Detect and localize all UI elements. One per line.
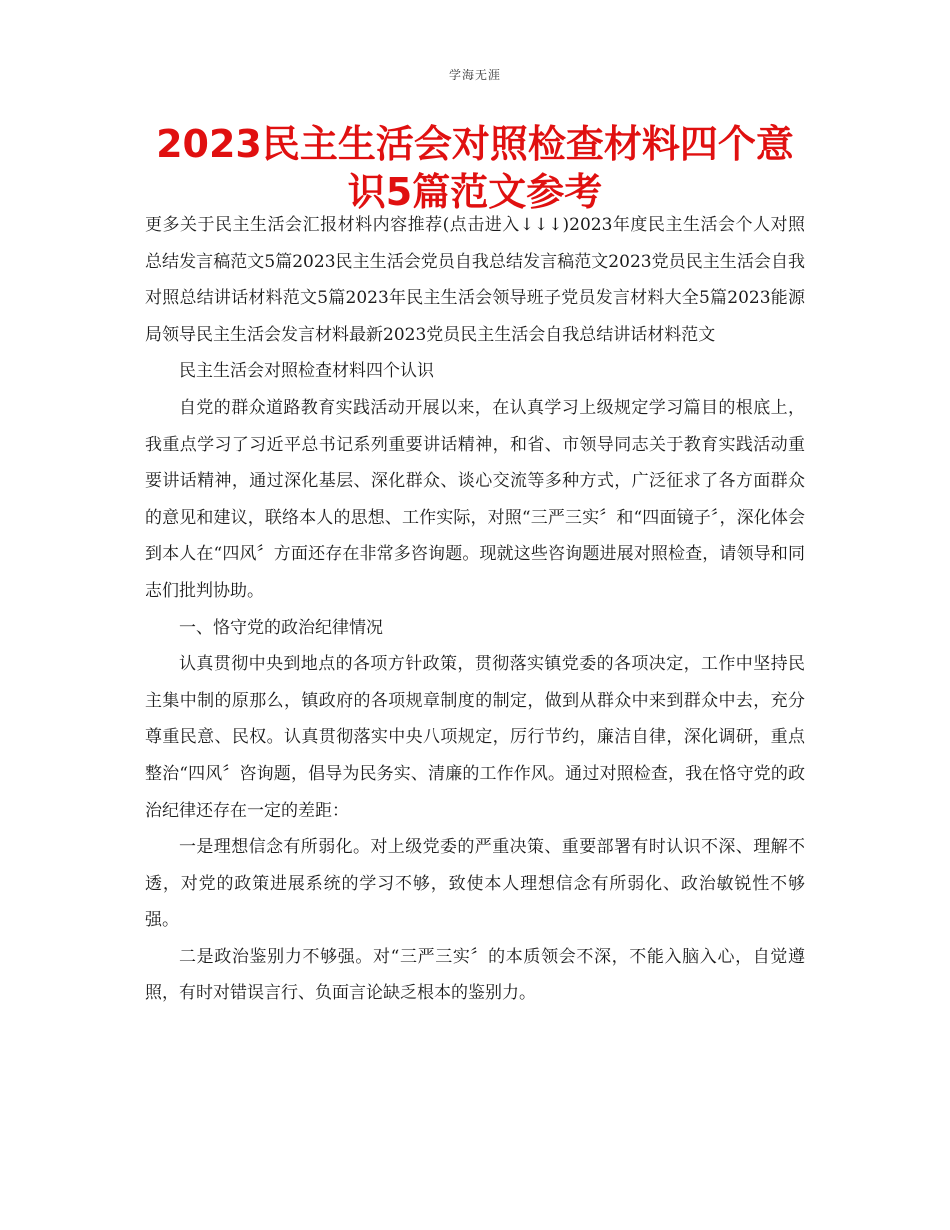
paragraph-point-one: 一是理想信念有所弱化。对上级党委的严重决策、重要部署有时认识不深、理解不透，对党的政策进展系统的学习不够，致使本人理想信念有所弱化、政治敏锐性不够强。 [145, 837, 805, 931]
paragraph-implementation: 认真贯彻中央到地点的各项方针政策，贯彻落实镇党委的各项决定，工作中坚持民主集中制的原那么，镇政府的各项规章制度的制定，做到从群众中来到群众中去，充分尊重民意、民权。认真贯彻落实中央八项规定，厉行节约，廉洁自律，深化调研，重点整治“四风〞咨询题，倡导为民务实、清廉的工作作风。通过对照检查，我在恪守党的政治纪律还存在一定的差距： [145, 654, 805, 821]
paragraph-introduction: 自党的群众道路教育实践活动开展以来，在认真学习上级规定学习篇目的根底上，我重点学习了习近平总书记系列重要讲话精神，和省、市领导同志关于教育实践活动重要讲话精神，通过深化基层、深化群众、谈心交流等多种方式，广泛征求了各方面群众的意见和建议，联络本人的思想、工作实际，对照“三严三实〞和“四面镜子〞，深化体会到本人在“四风〞方面还存在非常多咨询题。现就这些咨询题进展对照检查，请领导和同志们批判协助。 [145, 397, 805, 601]
page-header: 学海无涯 [448, 68, 501, 82]
document-body [145, 207, 805, 1012]
paragraph-subtitle: 民主生活会对照检查材料四个认识 [179, 361, 434, 382]
document-title: 2023民主生活会对照检查材料四个意识5篇范文参考 [156, 122, 794, 214]
paragraph-recommendations: 更多关于民主生活会汇报材料内容推荐(点击进入↓↓↓)2023年度民主生活会个人对照总结发言稿范文5篇2023民主生活会党员自我总结发言稿范文2023党员民主生活会自我对照总结讲话材料范文5篇2023年民主生活会领导班子党员发言材料大全5篇2023能源局领导民主生活会发言材料最新2023党员民主生活会自我总结讲话材料范文 [145, 215, 805, 345]
paragraph-point-two: 二是政治鉴别力不够强。对“三严三实〞的本质领会不深，不能入脑入心，自觉遵照，有时对错误言行、负面言论缺乏根本的鉴别力。 [145, 946, 805, 1004]
section-heading-political-discipline: 一、恪守党的政治纪律情况 [179, 617, 383, 638]
